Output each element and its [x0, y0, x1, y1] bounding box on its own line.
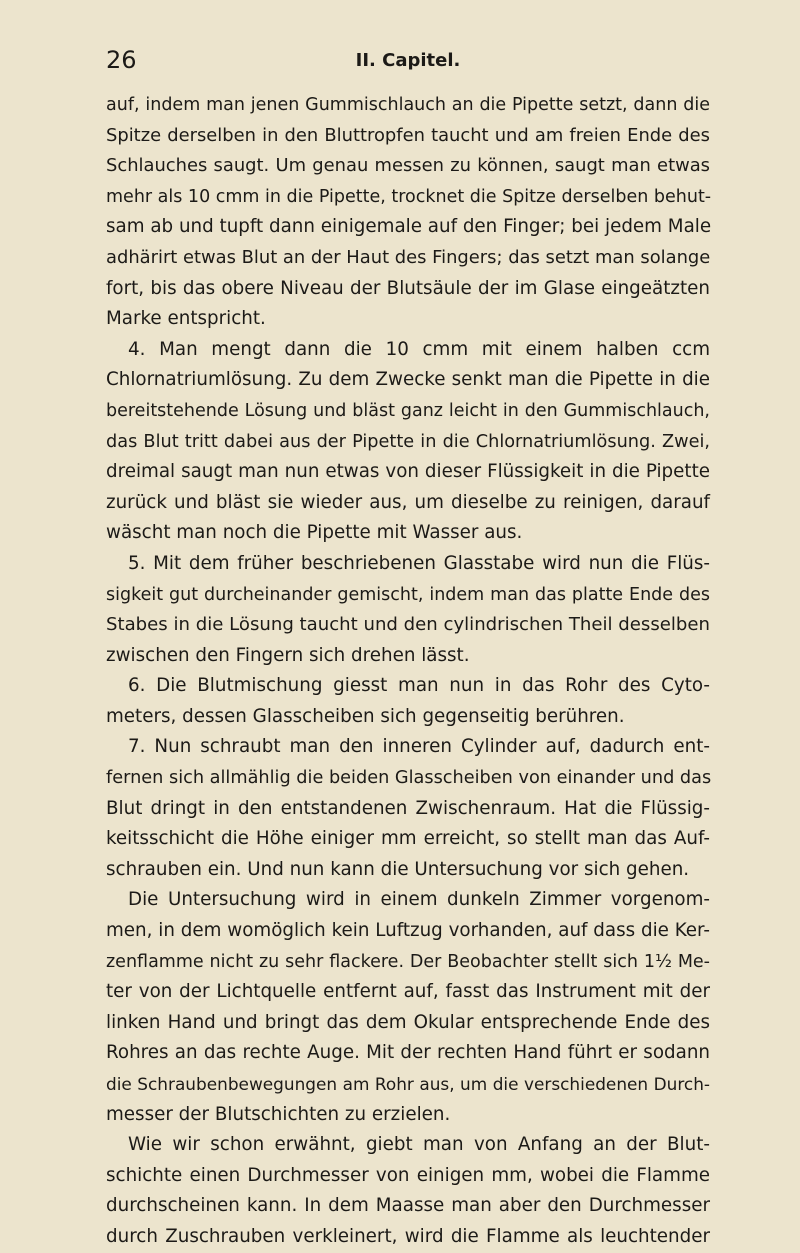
- text-line: ter von der Lichtquelle entfernt auf, fasst das Instrument mit der: [106, 981, 710, 1003]
- text-line: 7. Nun schraubt man den inneren Cylinder auf, dadurch ent-: [128, 736, 710, 758]
- text-line: keitsschicht die Höhe einiger mm erreicht, so stellt man das Auf-: [106, 828, 710, 850]
- text-line: Schlauches saugt. Um genau messen zu können, saugt man etwas: [106, 155, 710, 177]
- chapter-title: II. Capitel.: [355, 50, 461, 71]
- page-number: 26: [106, 46, 137, 74]
- text-line: das Blut tritt dabei aus der Pipette in die Chlornatriumlösung. Zwei,: [106, 431, 710, 452]
- text-line: schichte einen Durchmesser von einigen mm, wobei die Flamme: [106, 1164, 710, 1186]
- text-line: Marke entspricht.: [106, 308, 266, 330]
- text-line: bereitstehende Lösung und bläst ganz leicht in den Gummischlauch,: [106, 400, 710, 421]
- body-text: [106, 90, 710, 1253]
- text-line: sam ab und tupft dann einigemale auf den Finger; bei jedem Male: [106, 216, 712, 238]
- text-line: wäscht man noch die Pipette mit Wasser aus.: [106, 522, 523, 544]
- text-line: auf, indem man jenen Gummischlauch an die Pipette setzt, dann die: [106, 95, 710, 115]
- text-line: Wie wir schon erwähnt, giebt man von Anfang an der Blut-: [128, 1134, 710, 1156]
- text-line: fort, bis das obere Niveau der Blutsäule der im Glase eingeätzten: [106, 277, 710, 299]
- text-line: 5. Mit dem früher beschriebenen Glasstabe wird nun die Flüs-: [128, 552, 710, 574]
- text-line: mehr als 10 cmm in die Pipette, trocknet die Spitze derselben behut-: [106, 186, 712, 207]
- text-line: durchscheinen kann. In dem Maasse man aber den Durchmesser: [106, 1195, 710, 1217]
- text-line: fernen sich allmählig die beiden Glasscheiben von einander und das: [106, 768, 712, 789]
- text-line: zurück und bläst sie wieder aus, um dieselbe zu reinigen, darauf: [106, 491, 710, 513]
- text-line: durch Zuschrauben verkleinert, wird die Flamme als leuchtender: [106, 1225, 710, 1247]
- text-line: die Schraubenbewegungen am Rohr aus, um die verschiedenen Durch-: [106, 1074, 710, 1094]
- text-line: dreimal saugt man nun etwas von dieser Flüssigkeit in die Pipette: [106, 461, 710, 483]
- text-line: Spitze derselben in den Bluttropfen taucht und am freien Ende des: [106, 124, 710, 146]
- text-line: Blut dringt in den entstandenen Zwischenraum. Hat die Flüssig-: [106, 797, 710, 819]
- text-line: adhärirt etwas Blut an der Haut des Fingers; das setzt man solange: [106, 246, 711, 268]
- text-line: 6. Die Blutmischung giesst man nun in das Rohr des Cyto-: [128, 675, 710, 697]
- text-line: 4. Man mengt dann die 10 cmm mit einem halben ccm: [128, 338, 710, 360]
- text-line: messer der Blutschichten zu erzielen.: [106, 1103, 451, 1125]
- page-header: [106, 46, 710, 82]
- text-line: Stabes in die Lösung taucht und den cylindrischen Theil desselben: [106, 614, 710, 636]
- text-line: Rohres an das rechte Auge. Mit der rechten Hand führt er sodann: [106, 1042, 710, 1064]
- text-line: men, in dem womöglich kein Luftzug vorhanden, auf dass die Ker-: [106, 920, 710, 942]
- text-line: zenflamme nicht zu sehr flackere. Der Beobachter stellt sich 1½ Me-: [106, 951, 710, 972]
- text-line: schrauben ein. Und nun kann die Untersuchung vor sich gehen.: [106, 858, 690, 880]
- text-line: Die Untersuchung wird in einem dunkeln Zimmer vorgenom-: [128, 889, 710, 911]
- text-line: zwischen den Fingern sich drehen lässt.: [106, 644, 470, 666]
- text-line: linken Hand und bringt das dem Okular entsprechende Ende des: [106, 1011, 710, 1033]
- text-line: meters, dessen Glasscheiben sich gegenseitig berühren.: [106, 705, 625, 727]
- text-line: Chlornatriumlösung. Zu dem Zwecke senkt man die Pipette in die: [106, 369, 710, 391]
- text-line: sigkeit gut durcheinander gemischt, indem man das platte Ende des: [106, 584, 710, 605]
